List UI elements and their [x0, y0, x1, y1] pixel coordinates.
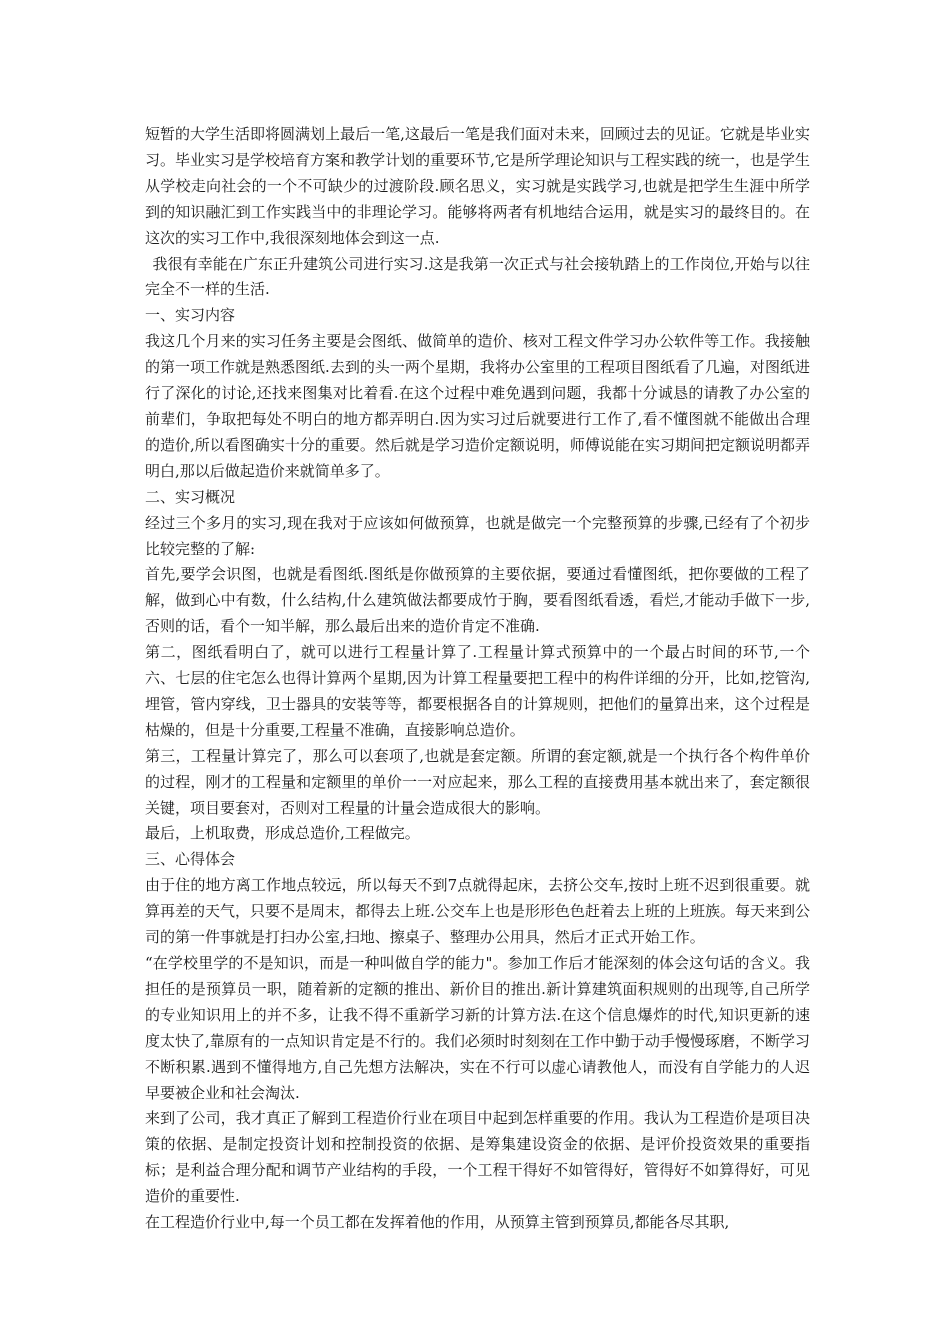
paragraph-internship-content: 我这几个月来的实习任务主要是会图纸、做简单的造价、核对工程文件学习办公软件等工作。我接触的第一项工作就是熟悉图纸.去到的头一两个星期，我将办公室里的工程项目图纸看了几遍，对图纸进行了深化的讨论,还找来图集对比着看.在这个过程中难免遇到问题，我都十分诚恳的请教了办公室的前辈们，争取把每处不明白的地方都弄明白.因为实习过后就要进行工作了,看不懂图就不能做出合理的造价,所以看图确实十分的重要。然后就是学习造价定额说明，师傅说能在实习期间把定额说明都弄明白,那以后做起造价来就简单多了。	[145, 332, 810, 480]
paragraph-step-last: 最后，上机取费，形成总造价,工程做完。	[145, 824, 420, 843]
document-body	[145, 122, 810, 1236]
section-heading-reflections: 三、心得体会	[145, 850, 236, 869]
section-heading-internship-content: 一、实习内容	[145, 306, 236, 325]
paragraph-company: 我很有幸能在广东正升建筑公司进行实习.这是我第一次正式与社会接轨踏上的工作岗位,开始与以往完全不一样的生活.	[145, 254, 810, 299]
paragraph-overview-intro: 经过三个多月的实习,现在我对于应该如何做预算，也就是做完一个完整预算的步骤,已经有了个初步比较完整的了解:	[145, 513, 810, 558]
paragraph-step-second: 第二，图纸看明白了，就可以进行工程量计算了.工程量计算式预算中的一个最占时间的环节,一个六、七层的住宅怎么也得计算两个星期,因为计算工程量要把工程中的构件详细的分开，比如,挖管沟,埋管，管内穿线，卫士器具的安装等等，都要根据各自的计算规则，把他们的量算出来，这个过程是枯燥的，但是十分重要,工程量不准确，直接影响总造价。	[145, 643, 810, 739]
paragraph-cost-importance: 来到了公司，我才真正了解到工程造价行业在项目中起到怎样重要的作用。我认为工程造价是项目决策的依据、是制定投资计划和控制投资的依据、是筹集建设资金的依据、是评价投资效果的重要指标；是利益合理分配和调节产业结构的手段，一个工程干得好不如管得好，管得好不如算得好，可见造价的重要性.	[145, 1109, 810, 1206]
paragraph-self-learning: “在学校里学的不是知识，而是一种叫做自学的能力"。参加工作后才能深刻的体会这句话的含义。我担任的是预算员一职，随着新的定额的推出、新价目的推出.新计算建筑面积规则的出现等,自己所学的专业知识用上的并不多，让我不得不重新学习新的计算方法.在这个信息爆炸的时代,知识更新的速度太快了,靠原有的一点知识肯定是不行的。我们必须时时刻刻在工作中勤于动手慢慢琢磨，不断学习不断积累.遇到不懂得地方,自己先想方法解决，实在不行可以虚心请教他人，而没有自学能力的人迟早要被企业和社会淘汰.	[145, 954, 810, 1102]
section-heading-internship-overview: 二、实习概况	[145, 487, 236, 506]
paragraph-intro: 短暂的大学生活即将圆满划上最后一笔,这最后一笔是我们面对未来，回顾过去的见证。它就是毕业实习。毕业实习是学校培育方案和教学计划的重要环节,它是所学理论知识与工程实践的统一，也是学生从学校走向社会的一个不可缺少的过渡阶段.顾名思义，实习就是实践学习,也就是把学生生涯中所学到的知识融汇到工作实践当中的非理论学习。能够将两者有机地结合运用，就是实习的最终目的。在这次的实习工作中,我很深刻地体会到这一点.	[145, 125, 810, 247]
paragraph-step-third: 第三，工程量计算完了，那么可以套项了,也就是套定额。所谓的套定额,就是一个执行各个构件单价的过程，刚才的工程量和定额里的单价一一对应起来，那么工程的直接费用基本就出来了，套定额很关键，项目要套对，否则对工程量的计量会造成很大的影响。	[145, 746, 810, 817]
paragraph-closing: 在工程造价行业中,每一个员工都在发挥着他的作用，从预算主管到预算员,都能各尽其职,	[145, 1213, 730, 1232]
paragraph-step-first: 首先,要学会识图，也就是看图纸.图纸是你做预算的主要依据，要通过看懂图纸，把你要做的工程了解，做到心中有数，什么结构,什么建筑做法都要成竹于胸，要看图纸看透，看烂,才能动手做下一步,否则的话，看个一知半解，那么最后出来的造价肯定不准确.	[145, 565, 810, 636]
paragraph-commute: 由于住的地方离工作地点较远，所以每天不到7点就得起床，去挤公交车,按时上班不迟到很重要。就算再差的天气，只要不是周末，都得去上班.公交车上也是形形色色赶着去上班的上班族。每天来到公司的第一件事就是打扫办公室,扫地、擦桌子、整理办公用具，然后才正式开始工作。	[145, 876, 810, 947]
